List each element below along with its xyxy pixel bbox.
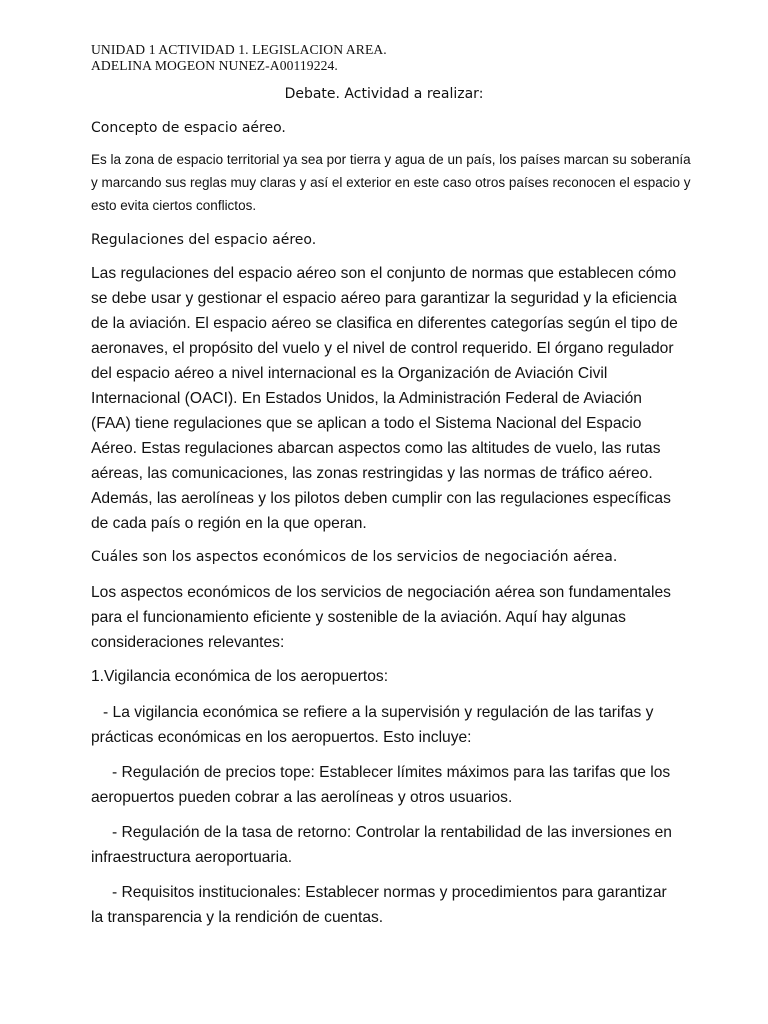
list-item-description: - La vigilancia económica se refiere a la supervisión y regulación de las tarifas y prácticas económicas en los aeropuertos. Esto incluye: (91, 704, 654, 746)
header-line-course: UNIDAD 1 ACTIVIDAD 1. LEGISLACION AREA. (91, 42, 387, 57)
paragraph-concepto: Es la zona de espacio territorial ya sea por tierra y agua de un país, los países marcan su soberanía y marcando sus reglas muy claras y así el exterior en este caso otros países reconocen el espacio y esto evita ciertos conflictos. (91, 152, 691, 213)
list-item-title: 1.Vigilancia económica de los aeropuertos: (91, 668, 389, 685)
heading-regulaciones: Regulaciones del espacio aéreo. (91, 232, 317, 248)
heading-economicos: Cuáles son los aspectos económicos de los servicios de negociación aérea. (91, 549, 618, 565)
heading-concepto: Concepto de espacio aéreo. (91, 120, 286, 136)
paragraph-regulaciones: Las regulaciones del espacio aéreo son el conjunto de normas que establecen cómo se debe usar y gestionar el espacio aéreo para garantizar la seguridad y la eficiencia de la aviación. El espacio aéreo se clasifica en diferentes categorías según el tipo de aeronaves, el propósito del vuelo y el nivel de control requerido. El órgano regulador del espacio aéreo a nivel internacional es la Organización de Aviación Civil Internacional (OACI). En Estados Unidos, la Administración Federal de Aviación (FAA) tiene regulaciones que se aplican a todo el Sistema Nacional del Espacio Aéreo. Estas regulaciones abarcan aspectos como las altitudes de vuelo, las rutas aéreas, las comunicaciones, las zonas restringidas y las normas de tráfico aéreo. Además, las aerolíneas y los pilotos deben cumplir con las regulaciones específicas de cada país o región en la que operan. (91, 265, 678, 532)
header-line-author: ADELINA MOGEON NUNEZ-A00119224. (91, 58, 338, 73)
paragraph-economicos-intro: Los aspectos económicos de los servicios de negociación aérea son fundamentales para el funcionamiento eficiente y sostenible de la aviación. Aquí hay algunas consideraciones relevantes: (91, 584, 671, 651)
page-title: Debate. Actividad a realizar: (284, 86, 484, 102)
document-header (91, 42, 387, 74)
list-subitem-requisitos: - Requisitos institucionales: Establecer normas y procedimientos para garantizar la transparencia y la rendición de cuentas. (91, 884, 667, 926)
list-subitem-tasa-retorno: - Regulación de la tasa de retorno: Controlar la rentabilidad de las inversiones en infraestructura aeroportuaria. (91, 824, 672, 866)
list-subitem-precios-tope: - Regulación de precios tope: Establecer límites máximos para las tarifas que los aeropuertos pueden cobrar a las aerolíneas y otros usuarios. (91, 764, 671, 806)
